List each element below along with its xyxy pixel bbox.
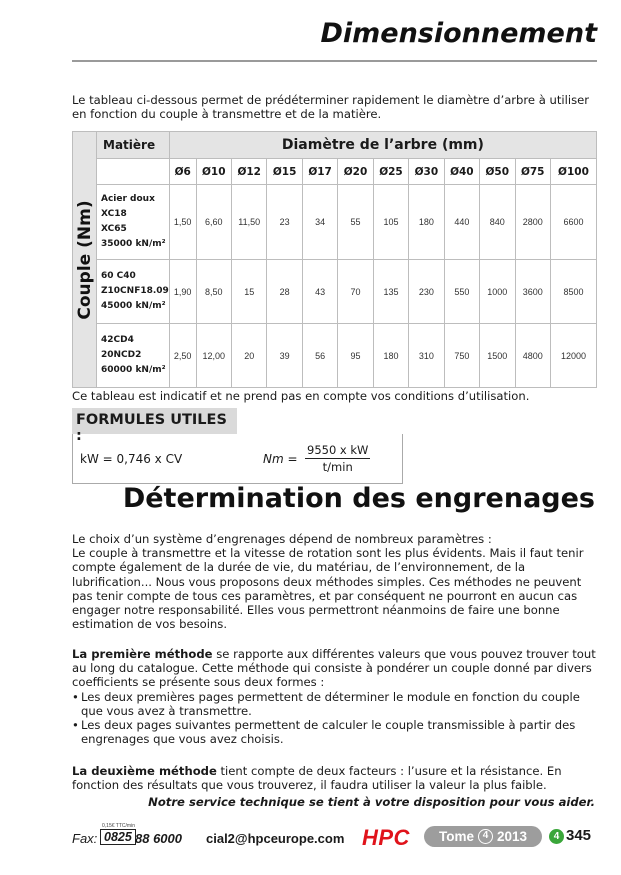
page-footer <box>0 820 621 854</box>
page-title: Dimensionnement <box>320 18 597 49</box>
torque-value-cell: 440 <box>444 185 479 260</box>
shaft-diameter-table <box>72 131 597 388</box>
contact-email[interactable]: cial2@hpceurope.com <box>206 831 345 846</box>
diameter-header-cell: Ø12 <box>232 159 267 185</box>
torque-value-cell: 11,50 <box>232 185 267 260</box>
material-line: 20NCD2 <box>101 350 142 360</box>
list-item <box>72 718 597 746</box>
diameter-header-cell: Ø75 <box>515 159 550 185</box>
material-line: 60000 kN/m² <box>101 365 166 375</box>
method-two-text: tient compte de deux facteurs : l’usure et la résistance. En fonction des résultats que vous trouverez, il faudra utiliser la valeur la plus faible. <box>72 764 562 793</box>
brand-logo: HPC <box>362 825 410 850</box>
torque-value-cell: 15 <box>232 260 267 324</box>
section-badge: 4 <box>549 829 564 844</box>
torque-value-cell: 39 <box>267 324 302 388</box>
torque-value-cell: 70 <box>338 260 373 324</box>
torque-value-cell: 95 <box>338 324 373 388</box>
torque-value-cell: 310 <box>409 324 444 388</box>
formulas-box <box>72 434 403 484</box>
bullet-icon: • <box>72 718 79 733</box>
diameter-header-cell: Ø25 <box>373 159 408 185</box>
list-item <box>72 690 597 718</box>
diameter-header-cell: Ø10 <box>196 159 231 185</box>
method-two-lead: La deuxième méthode <box>72 764 217 778</box>
material-cell <box>97 185 170 260</box>
paragraph-line: Le choix d’un système d’engrenages dépend de nombreux paramètres : <box>72 532 492 546</box>
material-line: 45000 kN/m² <box>101 301 166 311</box>
torque-value-cell: 2800 <box>515 185 550 260</box>
torque-value-cell: 43 <box>302 260 337 324</box>
formula-kw: kW = 0,746 x CV <box>80 452 183 466</box>
fax-number-prefix: 0825 <box>100 829 136 845</box>
torque-value-cell: 1000 <box>480 260 515 324</box>
torque-value-cell: 1,90 <box>169 260 196 324</box>
intro-text: Le tableau ci-dessous permet de prédéterminer rapidement le diamètre d’arbre à utiliser en fonction du couple à transmettre et de la matière. <box>72 93 590 121</box>
diameter-header-cell: Ø20 <box>338 159 373 185</box>
title-divider <box>72 60 597 62</box>
torque-axis-label-cell <box>73 132 97 388</box>
section-title: Détermination des engrenages <box>122 483 595 514</box>
material-line: 42CD4 <box>101 335 134 345</box>
formulas-header: FORMULES UTILES : <box>72 408 237 434</box>
formula-nm-lhs: Nm = <box>263 452 298 466</box>
tome-word: Tome <box>438 829 474 844</box>
torque-value-cell: 550 <box>444 260 479 324</box>
torque-value-cell: 750 <box>444 324 479 388</box>
diameter-header-cell: Ø30 <box>409 159 444 185</box>
diameter-header-cell: Ø6 <box>169 159 196 185</box>
bullet-icon: • <box>72 689 79 704</box>
torque-value-cell: 28 <box>267 260 302 324</box>
torque-value-cell: 180 <box>373 324 408 388</box>
torque-value-cell: 34 <box>302 185 337 260</box>
list-item-text: Les deux pages suivantes permettent de calculer le couple transmissible à partir des engrenages que vous avez choisis. <box>81 718 576 747</box>
tome-badge <box>424 826 542 847</box>
torque-value-cell: 230 <box>409 260 444 324</box>
torque-value-cell: 55 <box>338 185 373 260</box>
torque-value-cell: 4800 <box>515 324 550 388</box>
diameter-column-header: Diamètre de l’arbre (mm) <box>169 132 596 159</box>
torque-axis-label: Couple (Nm) <box>74 199 95 320</box>
table-row <box>73 324 597 388</box>
torque-value-cell: 6,60 <box>196 185 231 260</box>
torque-value-cell: 135 <box>373 260 408 324</box>
intro-paragraph <box>72 532 597 631</box>
diameter-header-cell: Ø50 <box>480 159 515 185</box>
torque-value-cell: 1,50 <box>169 185 196 260</box>
torque-value-cell: 8500 <box>550 260 596 324</box>
torque-value-cell: 20 <box>232 324 267 388</box>
fax-price-tag: 0,15€ TTC/min <box>102 823 135 829</box>
torque-value-cell: 3600 <box>515 260 550 324</box>
method-one-text: se rapporte aux différentes valeurs que vous pouvez trouver tout au long du catalogue. Cette méthode qui consiste à pondérer un couple donné par divers coefficients se présente sous deux formes : <box>72 647 596 690</box>
material-column-header: Matière <box>97 132 170 159</box>
material-cell <box>97 260 170 324</box>
table-row <box>73 260 597 324</box>
torque-value-cell: 12000 <box>550 324 596 388</box>
method-two-paragraph <box>72 764 597 792</box>
torque-value-cell: 105 <box>373 185 408 260</box>
material-line: Acier doux <box>101 194 155 204</box>
formula-nm-numerator: 9550 x kW <box>307 443 369 457</box>
material-line: 60 C40 <box>101 271 136 281</box>
formula-nm-fraction <box>305 443 370 474</box>
table-row <box>73 185 597 260</box>
empty-header-cell <box>97 159 170 185</box>
torque-value-cell: 56 <box>302 324 337 388</box>
tome-number: 4 <box>478 829 493 844</box>
page-number: 345 <box>566 827 592 844</box>
formula-nm-denominator: t/min <box>322 460 353 474</box>
material-cell <box>97 324 170 388</box>
method-one-lead: La première méthode <box>72 647 213 661</box>
torque-value-cell: 180 <box>409 185 444 260</box>
material-line: XC18 <box>101 209 127 219</box>
material-line: XC65 <box>101 224 127 234</box>
paragraph-body: Le couple à transmettre et la vitesse de rotation sont les plus évidents. Mais il faut tenir compte également de la durée de vie, du matériau, de l’environnement, de la lubrification... Nous vous proposons deux méthodes simples. Ces méthodes ne peuvent pas tenir compte de tous ces paramètres, et par conséquent ne pourront en aucun cas engager notre responsabilité. Elles vous permettront néanmoins de faire une bonne estimation de vos besoins. <box>72 546 584 632</box>
diameter-header-cell: Ø40 <box>444 159 479 185</box>
fax-label: Fax: <box>72 831 98 846</box>
torque-value-cell: 12,00 <box>196 324 231 388</box>
torque-value-cell: 2,50 <box>169 324 196 388</box>
torque-value-cell: 1500 <box>480 324 515 388</box>
closing-statement: Notre service technique se tient à votre disposition pour vous aider. <box>148 795 595 809</box>
list-item-text: Les deux premières pages permettent de déterminer le module en fonction du couple que vous avez à transmettre. <box>81 689 580 718</box>
method-one-paragraph <box>72 647 597 746</box>
torque-value-cell: 840 <box>480 185 515 260</box>
tome-year: 2013 <box>496 829 528 844</box>
fax-number: 88 6000 <box>135 831 182 846</box>
torque-value-cell: 8,50 <box>196 260 231 324</box>
material-line: 35000 kN/m² <box>101 239 166 249</box>
torque-value-cell: 23 <box>267 185 302 260</box>
table-note: Ce tableau est indicatif et ne prend pas en compte vos conditions d’utilisation. <box>72 389 530 403</box>
torque-value-cell: 6600 <box>550 185 596 260</box>
diameter-header-cell: Ø17 <box>302 159 337 185</box>
diameter-header-cell: Ø100 <box>550 159 596 185</box>
material-line: Z10CNF18.09 <box>101 286 169 296</box>
diameter-header-cell: Ø15 <box>267 159 302 185</box>
